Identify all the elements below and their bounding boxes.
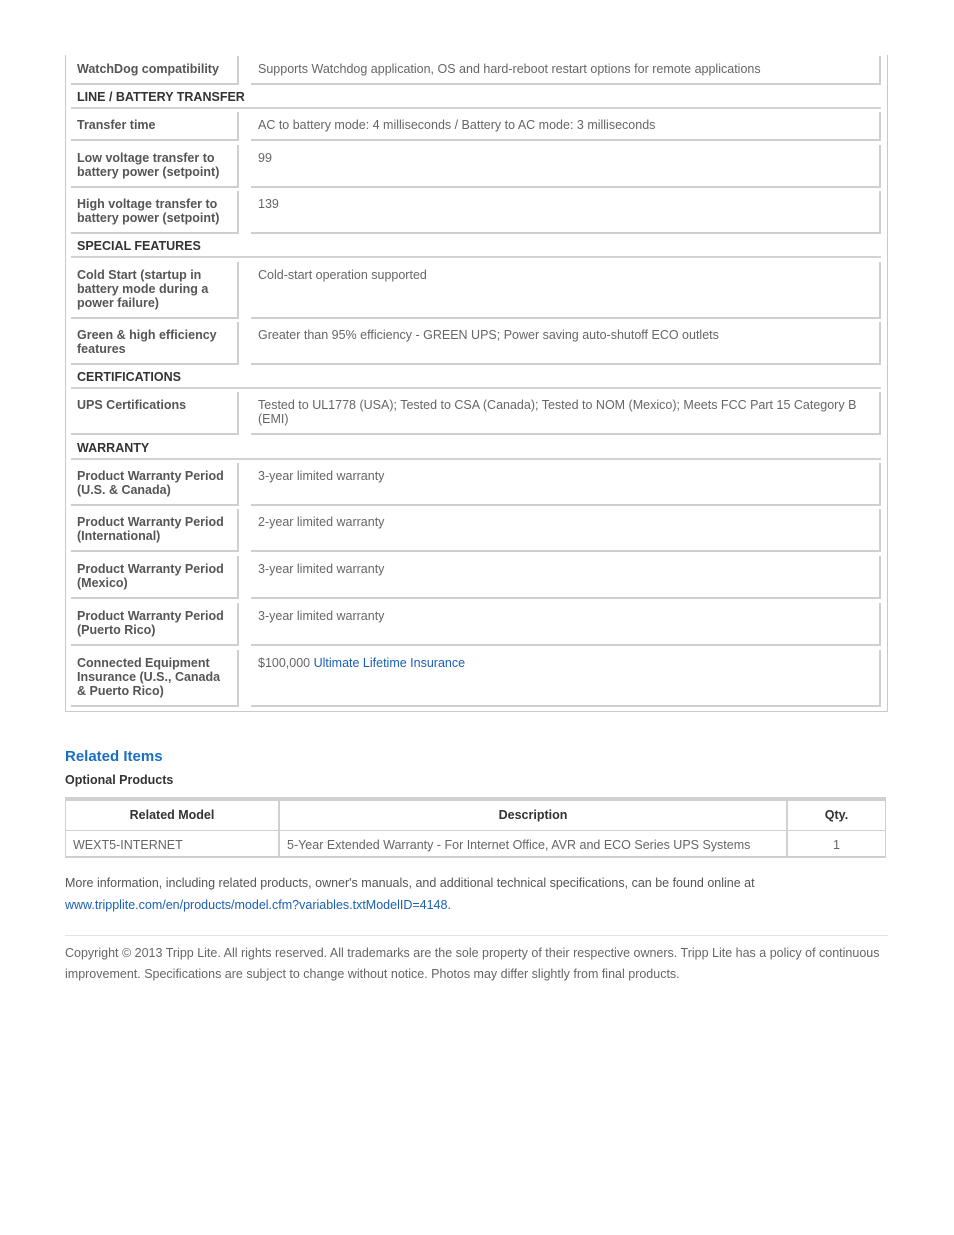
- spec-label: Product Warranty Period (Mexico): [71, 556, 239, 599]
- more-info-period: .: [447, 898, 451, 912]
- column-header-description: Description: [498, 808, 568, 822]
- related-qty: 1: [833, 838, 840, 852]
- spec-label: UPS Certifications: [71, 392, 239, 435]
- spec-value: Cold-start operation supported: [251, 262, 881, 319]
- spec-value: Tested to UL1778 (USA); Tested to CSA (Canada); Tested to NOM (Mexico); Meets FCC Part 15 Category B (EMI): [251, 392, 881, 435]
- spec-value: Greater than 95% efficiency - GREEN UPS; Power saving auto-shutoff ECO outlets: [251, 322, 881, 365]
- spec-label: High voltage transfer to battery power (setpoint): [71, 191, 239, 234]
- ultimate-lifetime-insurance-link[interactable]: Ultimate Lifetime Insurance: [313, 656, 466, 670]
- footer-divider: [65, 935, 888, 936]
- spec-row-warranty-pr: [71, 603, 881, 646]
- spec-value: 3-year limited warranty: [251, 463, 881, 506]
- spec-row-insurance: [71, 650, 881, 707]
- related-description: 5-Year Extended Warranty - For Internet Office, AVR and ECO Series UPS Systems: [287, 838, 751, 852]
- spec-row-high-voltage: [71, 191, 881, 234]
- product-page-link[interactable]: www.tripplite.com/en/products/model.cfm?variables.txtModelID=4148: [65, 898, 448, 912]
- insurance-amount: $100,000: [258, 656, 314, 670]
- spec-value: 99: [251, 145, 881, 188]
- column-header-qty: Qty.: [824, 808, 849, 822]
- spec-value: AC to battery mode: 4 milliseconds / Battery to AC mode: 3 milliseconds: [251, 112, 881, 141]
- section-heading-certifications: CERTIFICATIONS: [71, 365, 881, 389]
- spec-label: Product Warranty Period (U.S. & Canada): [71, 463, 239, 506]
- spec-row-warranty-us: [71, 463, 881, 506]
- spec-value: 139: [251, 191, 881, 234]
- spec-label: Green & high efficiency features: [71, 322, 239, 365]
- section-heading-line-battery: LINE / BATTERY TRANSFER: [71, 85, 881, 109]
- spec-value: Supports Watchdog application, OS and hard-reboot restart options for remote applications: [251, 56, 881, 85]
- spec-label: Transfer time: [71, 112, 239, 141]
- spec-label: WatchDog compatibility: [71, 56, 239, 85]
- copyright-text: Copyright © 2013 Tripp Lite. All rights reserved. All trademarks are the sole property of their respective owners. Tripp Lite has a policy of continuous improvement. Specifications are subject to change without notice. Photos may differ slightly from final products.: [65, 946, 880, 981]
- related-products-table: [65, 797, 886, 858]
- spec-row-transfer-time: [71, 112, 881, 141]
- column-header-model: Related Model: [129, 808, 215, 822]
- section-heading-warranty: WARRANTY: [71, 436, 881, 460]
- related-items-heading: Related Items: [65, 748, 163, 765]
- spec-label: Product Warranty Period (International): [71, 509, 239, 552]
- related-model-link[interactable]: WEXT5-INTERNET: [73, 838, 183, 852]
- spec-value: 3-year limited warranty: [251, 603, 881, 646]
- spec-row-warranty-intl: [71, 509, 881, 552]
- spec-row-low-voltage: [71, 145, 881, 188]
- spec-label: Cold Start (startup in battery mode during a power failure): [71, 262, 239, 319]
- spec-label: Connected Equipment Insurance (U.S., Canada & Puerto Rico): [71, 650, 239, 707]
- optional-products-heading: Optional Products: [65, 773, 174, 787]
- spec-row-watchdog: [71, 56, 881, 85]
- spec-label: Product Warranty Period (Puerto Rico): [71, 603, 239, 646]
- more-info-text: [65, 872, 888, 916]
- spec-row-cold-start: [71, 262, 881, 319]
- spec-value: 3-year limited warranty: [251, 556, 881, 599]
- header-divider: [66, 830, 885, 831]
- spec-row-green: [71, 322, 881, 365]
- spec-label: Low voltage transfer to battery power (setpoint): [71, 145, 239, 188]
- spec-row-ups-cert: [71, 392, 881, 435]
- spec-value: 2-year limited warranty: [251, 509, 881, 552]
- spec-row-warranty-mx: [71, 556, 881, 599]
- more-info-sentence: More information, including related products, owner's manuals, and additional technical specifications, can be found online at: [65, 876, 755, 890]
- section-heading-special-features: SPECIAL FEATURES: [71, 234, 881, 258]
- spec-value: [251, 650, 881, 707]
